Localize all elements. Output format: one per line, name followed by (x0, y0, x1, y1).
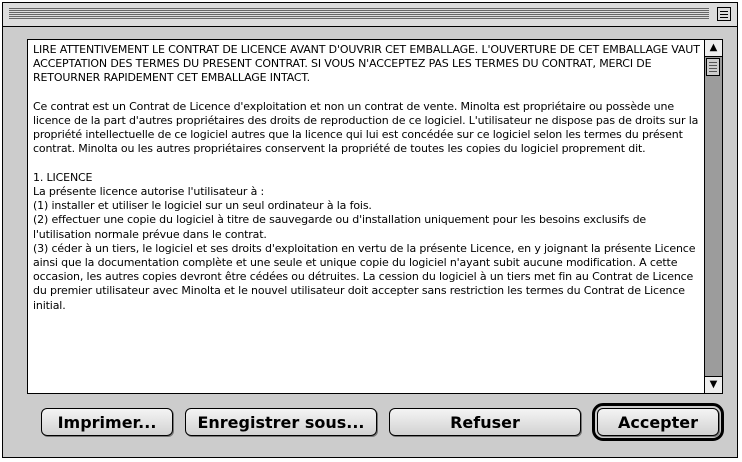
license-text-frame (27, 39, 723, 394)
refuse-button[interactable]: Refuser (389, 408, 581, 436)
scroll-down-arrow-icon[interactable]: ▼ (705, 376, 722, 393)
button-row (3, 408, 737, 440)
title-bar-stripes (9, 8, 709, 20)
scroll-thumb-grip-icon (709, 62, 717, 72)
print-button[interactable]: Imprimer... (41, 408, 173, 436)
windowshade-icon[interactable] (717, 7, 731, 21)
license-dialog-window (2, 2, 738, 458)
title-bar[interactable] (3, 3, 737, 27)
license-text[interactable]: LIRE ATTENTIVEMENT LE CONTRAT DE LICENCE AVANT D'OUVRIR CET EMBALLAGE. L'OUVERTURE DE CET EMBALLAGE VAUT ACCEPTATION DES TERMES DU PRESENT CONTRAT. SI VOUS N'ACCEPTEZ PAS LES TERMES DU CONTRAT, MERCI DE RETOURNER RAPIDEMENT CET EMBALLAGE INTACT. Ce contrat est un Contrat de Licence d'exploitation et non un contrat de vente. Minolta est propriétaire ou possède une licence de la part d'autres propriétaires des droits de reproduction de ce logiciel. L'utilisateur ne dispose pas de droits sur la propriété intellectuelle de ce logiciel autres que la licence qui lui est concédée sur ce logiciel selon les termes du présent contrat. Minolta ou les autres propriétaires conservent la propriété de toutes les copies du logiciel proprement dit. 1. LICENCE La présente licence autorise l'utilisateur à : (1) installer et utiliser le logiciel sur un seul ordinateur à la fois. (2) effectuer une copie du logiciel à titre de sauvegarde ou d'installation uniquement pour les besoins exclusifs de l'utilisation normale prévue dans le contrat. (3) céder à un tiers, le logiciel et ses droits d'exploitation en vertu de la présente Licence, en y joignant la présente Licence ainsi que la documentation complète et une seule et unique copie du logiciel n'ayant subit aucune modification. A cette occasion, les autres copies devront être cédées ou détruites. La cession du logiciel à un tiers met fin au Contrat de Licence du premier utilisateur avec Minolta et le nouvel utilisateur doit accepter sans restriction les termes du Contrat de Licence initial. (33, 43, 700, 312)
scroll-thumb[interactable] (706, 58, 720, 76)
scroll-up-arrow-icon[interactable]: ▲ (705, 40, 722, 57)
save-as-button[interactable]: Enregistrer sous... (185, 408, 377, 436)
accept-button[interactable]: Accepter (597, 408, 719, 436)
vertical-scrollbar[interactable] (704, 40, 722, 393)
